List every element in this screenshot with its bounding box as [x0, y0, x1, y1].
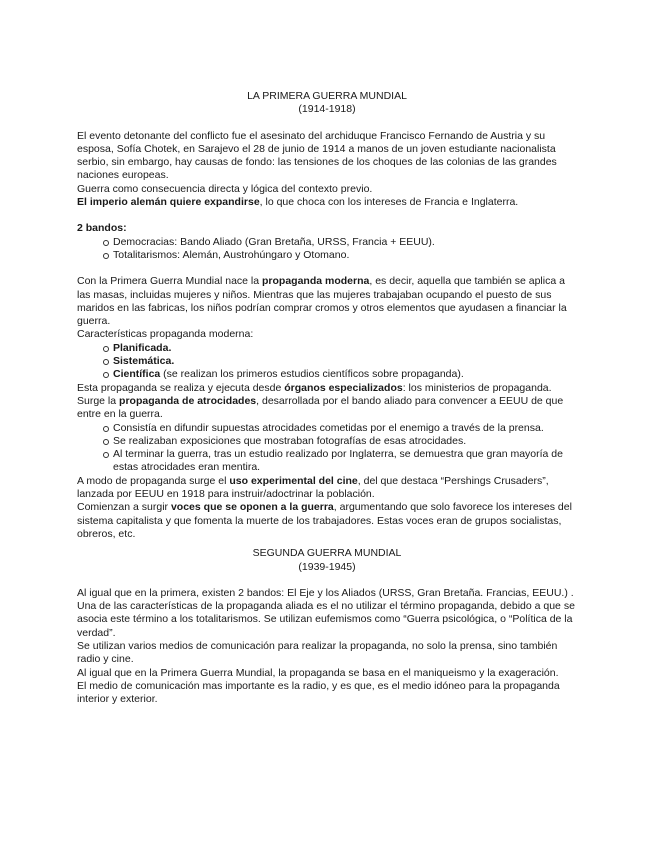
text-span: : los ministerios de propaganda.	[402, 381, 552, 394]
list-item: Al terminar la guerra, tras un estudio realizado por Inglaterra, se demuestra que gran mayoría de estas atrocidades eran mentira.	[103, 448, 577, 475]
text-span: Con la Primera Guerra Mundial nace la	[77, 275, 263, 288]
empire-paragraph	[77, 196, 577, 209]
list-item	[103, 342, 577, 355]
list-item	[103, 355, 577, 368]
atrocities-list	[77, 422, 577, 475]
empire-text: , lo que choca con los intereses de Francia e Inglaterra.	[259, 196, 519, 209]
empire-bold: El imperio alemán quiere expandirse	[77, 196, 260, 209]
bold-span: Científica	[113, 368, 161, 381]
text-span: (se realizan los primeros estudios científicos sobre propaganda).	[160, 368, 464, 381]
ww2-media-paragraph: Se utilizan varios medios de comunicación para realizar la propaganda, no solo la prensa, sino también radio y cine.	[77, 639, 558, 666]
bold-span: Planificada.	[113, 341, 172, 354]
sides-heading-text: 2 bandos:	[77, 222, 127, 235]
text-span: Comienzan a surgir	[77, 501, 171, 514]
section1-title: LA PRIMERA GUERRA MUNDIAL	[247, 90, 407, 102]
organs-paragraph	[77, 382, 577, 395]
sides-list	[77, 236, 577, 263]
text-span: , argumentando que solo favorece los intereses del sistema capitalista y que fomenta la muerte de los trabajadores. Estas voces eran de grupos socialistas, obreros, etc.	[77, 501, 572, 540]
list-item: Se realizaban exposiciones que mostraban fotografías de esas atrocidades.	[103, 435, 577, 448]
ww2-sides-paragraph: Al igual que en la primera, existen 2 bandos: El Eje y los Aliados (URSS, Gran Bretaña. Francias, EEUU.) .	[77, 586, 574, 599]
modern-propaganda-paragraph	[77, 275, 577, 328]
features-list	[77, 342, 577, 382]
text-span: Esta propaganda se realiza y ejecuta desde	[77, 381, 285, 394]
text-span: Surge la	[77, 394, 120, 407]
section2-title: SEGUNDA GUERRA MUNDIAL	[252, 547, 402, 560]
cinema-paragraph	[77, 475, 577, 502]
text-span: , del que destaca “Pershings Crusaders”, lanzada por EEUU en 1918 para instruir/adoctrinar la población.	[77, 474, 549, 501]
ww2-radio-paragraph: El medio de comunicación mas importante es la radio, y es que, es el medio idóneo para la propaganda interior y exterior.	[77, 679, 560, 706]
ww2-manichaeism-paragraph: Al igual que en la Primera Guerra Mundial, la propaganda se basa en el maniqueismo y la exageración.	[77, 666, 559, 679]
opposition-paragraph	[77, 501, 577, 541]
section2-years: (1939-1945)	[298, 560, 356, 573]
bold-span: Sistemática.	[113, 355, 175, 368]
text-span: A modo de propaganda surge el	[77, 474, 230, 487]
ww2-allied-paragraph: Una de las características de la propaganda aliada es el no utilizar el término propaganda, debido a que se asocia este término a los totalitarismos. Se utilizan eufemismos como “Guerra psicológica, o “Política de la verdad”.	[77, 600, 575, 639]
list-item	[103, 368, 577, 381]
section1-years: (1914-1918)	[298, 103, 356, 116]
intro-paragraph: El evento detonante del conflicto fue el asesinato del archiduque Francisco Fernando de Austria y su esposa, Sofía Chotek, en Sarajevo el 28 de junio de 1914 a manos de un joven estudiante nacionalista serbio, sin embargo, hay causas de fondo: las tensiones de los choques de las colonias de las grandes naciones europeas.	[77, 129, 557, 182]
bold-span: uso experimental del cine	[229, 474, 358, 487]
features-heading: Características propaganda moderna:	[77, 328, 254, 341]
list-item: Totalitarismos: Alemán, Austrohúngaro y Otomano.	[103, 249, 577, 262]
bold-span: voces que se oponen a la guerra	[170, 501, 334, 514]
text-span: , es decir, aquella que también se aplica a las masas, incluidas mujeres y niños. Mientras que las mujeres trabajaban ocupando el puesto de sus maridos en las fabricas, los niños podrían comprar cromos y otros elementos que ayudasen a financiar la guerra.	[77, 275, 567, 328]
bold-span: órganos especializados	[284, 381, 403, 394]
list-item: Democracias: Bando Aliado (Gran Bretaña, URSS, Francia + EEUU).	[103, 236, 577, 249]
sides-heading	[77, 222, 577, 235]
bold-span: propaganda moderna	[262, 275, 370, 288]
list-item: Consistía en difundir supuestas atrocidades cometidas por el enemigo a través de la prensa.	[103, 422, 577, 435]
bold-span: propaganda de atrocidades	[119, 394, 257, 407]
atrocities-paragraph	[77, 395, 577, 422]
text-span: , desarrollada por el bando aliado para convencer a EEUU de que entre en la guerra.	[77, 394, 564, 421]
document-body	[77, 90, 577, 706]
consequence-paragraph: Guerra como consecuencia directa y lógica del contexto previo.	[77, 182, 373, 195]
